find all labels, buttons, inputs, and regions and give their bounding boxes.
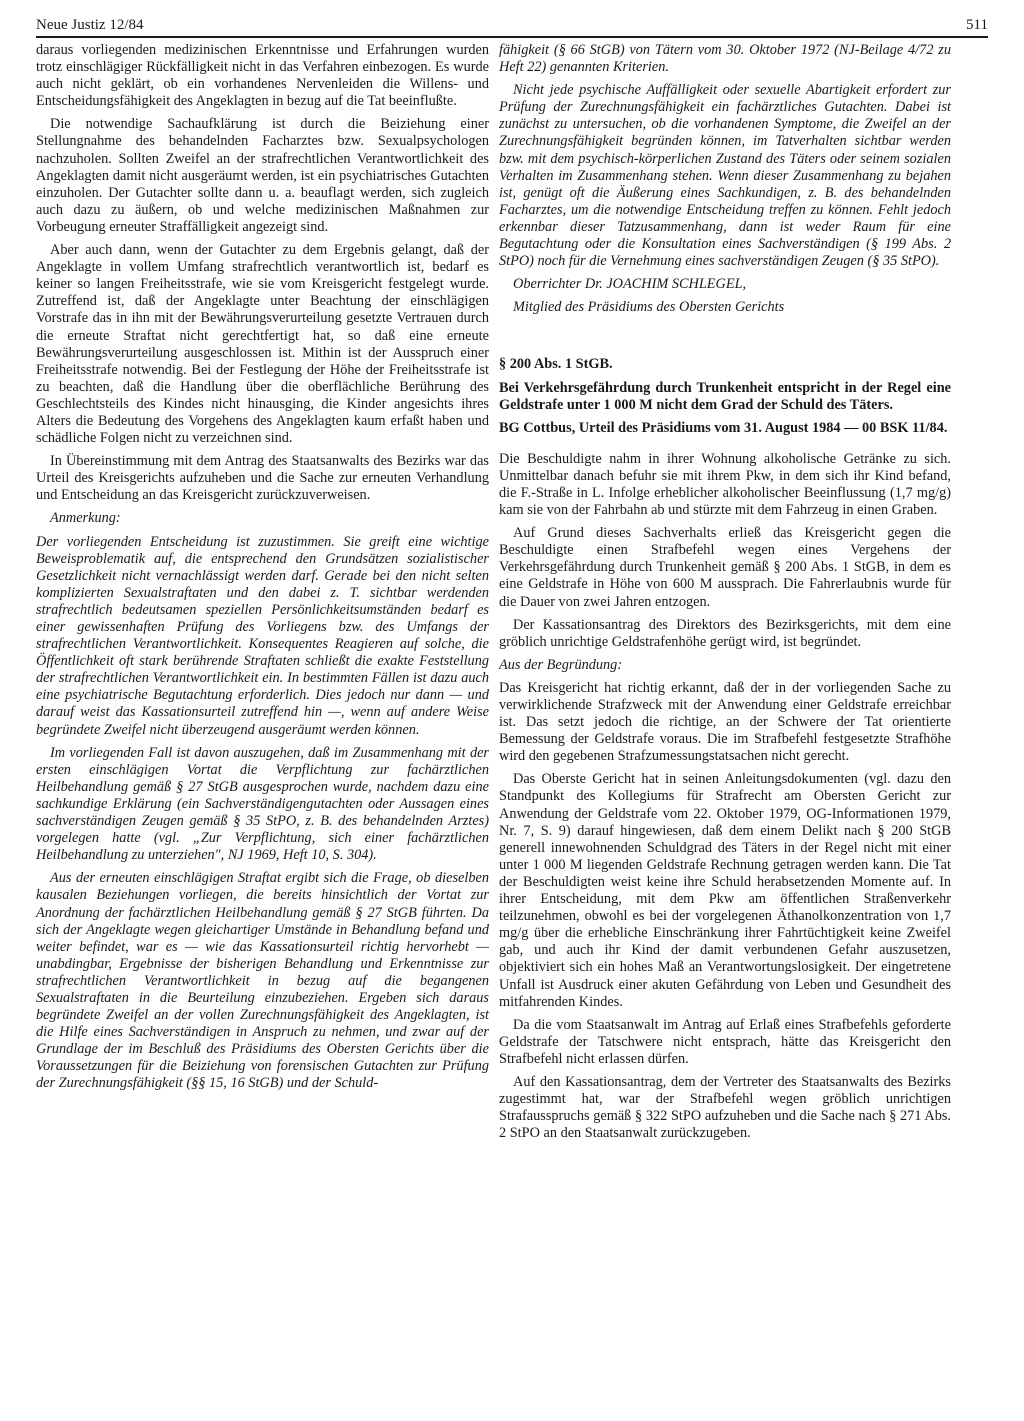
left-column [36, 42, 489, 1099]
author-affiliation: Mitglied des Präsidiums des Obersten Gerichts [513, 299, 785, 316]
section-title: § 200 Abs. 1 StGB. [499, 356, 613, 373]
reasons-heading: Aus der Begründung: [499, 656, 623, 673]
body-paragraph: daraus vorliegenden medizinischen Erkenntnisse und Erfahrungen wurden trotz einschlägiger Rückfälligkeit nicht in das Verfahren einbezogen. Es wurde auch nicht geklärt, ob ein vorhandenes Nervenleiden die Willens- und Entscheidungsfähigkeit des Angeklagten in bezug auf die Tat beeinflußte. [36, 42, 489, 110]
note-paragraph: Im vorliegenden Fall ist davon auszugehen, daß im Zusammenhang mit der ersten einschlägigen Vortat die Verpflichtung zur fachärztlichen Heilbehandlung gemäß § 27 StGB ausgesprochen wurde, nachdem dazu eine sachkundige Erklärung (ein Sachverständigengutachten oder Aussagen eines sachverständigen Zeugen gemäß § 35 StPO, z. B. des behandelnden Arztes) vorgelegen hatte (vgl. „Zur Verpflichtung, sich einer fachärztlichen Heilbehandlung zu unterziehen", NJ 1969, Heft 10, S. 304). [36, 744, 489, 864]
author-name: Oberrichter Dr. JOACHIM SCHLEGEL, [513, 276, 747, 293]
note-heading: Anmerkung: [50, 510, 121, 527]
note-paragraph: Der vorliegenden Entscheidung ist zuzustimmen. Sie greift eine wichtige Beweisproblematik auf, die entsprechend den Grundsätzen sozialistischer Gesetzlichkeit nicht vernachlässigt werden darf. Gerade bei den nicht selten komplizierten Sexualstraftaten und den dabei z. T. sichtbar werdenden strafrechtlich bedeutsamen speziellen Persönlichkeitsumständen bedarf es einer gewissenhaften Prüfung des Vorliegens bzw. des Umfangs der strafrechtlichen Verantwortlichkeit. Konsequentes Reagieren auf solche, die Öffentlichkeit oft stark berührende Straftaten schließt die exakte Feststellung der strafrechtlichen Verantwortlichkeit ein. In bestimmten Fällen ist dazu auch eine psychiatrische Begutachtung erforderlich. Dies jedoch nur dann — und darauf weist das Kassationsurteil zutreffend hin —, wenn auf andere Weise begründete Zweifel nicht überzeugend ausgeräumt werden können. [36, 533, 489, 738]
note-paragraph: Aus der erneuten einschlägigen Straftat ergibt sich die Frage, ob dieselben kausalen Beziehungen vorliegen, die bereits hinsichtlich der Vortat zur Anordnung der fachärztlichen Heilbehandlung gemäß § 27 StGB führten. Da sich der Angeklagte wegen gleichartiger Umstände in Behandlung befand und weiter befindet, war es — wie das Kassationsurteil richtig hervorhebt — unabdingbar, Ergebnisse der bisherigen Behandlung und Erkenntnisse zur strafrechtlichen Verantwortlichkeit in bezug auf die begangenen Sexualstraftaten in die Beurteilung einzubeziehen. Ergeben sich daraus begründete Zweifel an der vollen Zurechnungsfähigkeit des Angeklagten, ist die Hilfe eines Sachverständigen in Anspruch zu nehmen, und zwar auf der Grundlage der im Beschluß des Präsidiums des Obersten Gerichts über die Voraussetzungen für die Beiziehung von forensischen Gutachten zur Prüfung der Zurechnungsfähigkeit (§§ 15, 16 StGB) und der Schuld- [36, 870, 489, 1092]
note-paragraph: fähigkeit (§ 66 StGB) von Tätern vom 30. Oktober 1972 (NJ-Beilage 4/72 zu Heft 22) genannten Kriterien. [499, 42, 951, 76]
body-paragraph: Die notwendige Sachaufklärung ist durch die Beiziehung einer Stellungnahme des behandelnden Facharztes bzw. Sexualpsychologen nachzuholen. Sollten Zweifel an der strafrechtlichen Verantwortlichkeit des Angeklagten damit nicht ausgeräumt werden, ist ein psychiatrisches Gutachten einzuholen. Der Gutachter sollte dann u. a. beauflagt werden, sich zugleich auch dazu zu äußern, ob und welche medizinischen Maßnahmen zur Vorbeugung erneuter Straffälligkeit angezeigt sind. [36, 116, 489, 235]
body-paragraph: In Übereinstimmung mit dem Antrag des Staatsanwalts des Bezirks war das Urteil des Kreisgerichts aufzuheben und die Sache zur erneuten Verhandlung und Entscheidung an das Kreisgericht zurückzuverweisen. [36, 453, 489, 504]
note-paragraph: Nicht jede psychische Auffälligkeit oder sexuelle Abartigkeit erfordert zur Prüfung der Zurechnungsfähigkeit ein fachärztliches Gutachten. Dabei ist zunächst zu untersuchen, ob die vorhandenen Symptome, die Zweifel an der Zurechnungsfähigkeit begründen können, im Tatverhalten sichtbar werden bzw. mit dem psychisch-körperlichen Zustand des Täters oder seinem sozialen Verhalten im Zusammenhang stehen. Wenn dieser Zusammenhang zu bejahen ist, genügt oft die Äußerung eines Sachkundigen, z. B. des behandelnden Facharztes, um die notwendige Entscheidung treffen zu können. Fehlt jedoch erkennbar dieser Tatzusammenhang, dann ist weder Raum für eine Begutachtung oder die Konsultation eines Sachverständigen (§ 199 Abs. 2 StPO) noch für die Vernehmung eines sachverständigen Zeugen (§ 35 StPO). [499, 82, 951, 270]
section-court-reference: BG Cottbus, Urteil des Präsidiums vom 31. August 1984 — 00 BSK 11/84. [499, 419, 948, 436]
right-column [499, 42, 951, 1148]
body-paragraph: Das Kreisgericht hat richtig erkannt, daß der in der vorliegenden Sache zu verwirklichende Strafzweck mit der Anwendung einer Geldstrafe erreichbar ist. Das setzt jedoch die richtige, an der Schwere der Tat orientierte Bemessung der Geldstrafe voraus. Die im Strafbefehl festgesetzte Strafhöhe wird den gegebenen Strafzumessungstatsachen nicht gerecht. [499, 679, 951, 765]
body-paragraph: Auf Grund dieses Sachverhalts erließ das Kreisgericht gegen die Beschuldigte einen Strafbefehl wegen eines Vergehens der Verkehrsgefährdung durch Trunkenheit gemäß § 200 Abs. 1 StGB, in dem es eine Geldstrafe in Höhe von 600 M aussprach. Die Fahrerlaubnis wurde für die Dauer von zwei Jahren entzogen. [499, 525, 951, 610]
body-paragraph: Da die vom Staatsanwalt im Antrag auf Erlaß eines Strafbefehls geforderte Geldstrafe der Tatschwere nicht entsprach, hätte das Kreisgericht den Strafbefehl nicht erlassen dürfen. [499, 1016, 951, 1067]
body-paragraph: Die Beschuldigte nahm in ihrer Wohnung alkoholische Getränke zu sich. Unmittelbar danach befuhr sie mit ihrem Pkw, in dem sich ihr Kind befand, die F.-Straße in L. Infolge erheblicher alkoholischer Beeinflussung (1,7 mg/g) kam sie von der Fahrbahn ab und stürzte mit dem Fahrzeug in einen Graben. [499, 450, 951, 519]
body-paragraph: Aber auch dann, wenn der Gutachter zu dem Ergebnis gelangt, daß der Angeklagte in vollem Umfang strafrechtlich verantwortlich ist, bedarf es keiner so langen Freiheitsstrafe, wie sie vom Kreisgericht festgelegt wurde. Zutreffend ist, daß der Angeklagte unter Beachtung der einschlägigen Vorstrafe das in ihn mit der Bewährungsverurteilung gesetzte Vertrauen durch die erneute Straftat nicht gerechtfertigt hat, so daß eine erneute Bewährungsverurteilung ausgeschlossen ist. Mithin ist der Ausspruch einer Freiheitsstrafe notwendig. Bei der Festlegung der Höhe der Freiheitsstrafe ist zu beachten, daß die Handlung über die oberflächliche Berührung des Geschlechtsteils des Kindes nicht hinausging, die Kinder angesichts ihres Alters die Bedeutung des Vorgehens des Angeklagten kaum erfaßt haben und schädliche Folgen nicht zu verzeichnen sind. [36, 242, 489, 447]
body-paragraph: Auf den Kassationsantrag, dem der Vertreter des Staatsanwalts des Bezirks zugestimmt hat, war der Strafbefehl wegen gröblich unrichtigen Strafausspruchs gemäß § 322 StPO aufzuheben und die Sache nach § 271 Abs. 2 StPO an den Staatsanwalt zurückzugeben. [499, 1073, 951, 1142]
body-paragraph: Das Oberste Gericht hat in seinen Anleitungsdokumenten (vgl. dazu den Standpunkt des Kollegiums für Strafrecht am Obersten Gericht zur Anwendung der Geldstrafe vom 22. Oktober 1979, OG-Informationen 1979, Nr. 7, S. 9) darauf hingewiesen, daß dem einem Delikt nach § 200 StGB generell innewohnenden Schuldgrad des Täters in der Regel nicht mit einer unter 1 000 M liegenden Geldstrafe Rechnung getragen werden kann. Die Tat der Beschuldigten weist keine ihre Schuld herabsetzenden Momente auf. In ihrer Entscheidung, mit dem Pkw am öffentlichen Straßenverkehr teilzunehmen, obwohl es bei der vorgelegenen Äthanolkonzentration von 1,7 mg/g über die erhebliche Einschränkung ihrer Fahrtüchtigkeit keine Zweifel gab, und auch ihr Kind der damit verbundenen Gefahr auszusetzen, objektiviert sich ein hohes Maß an Verantwortungslosigkeit. Der eingetretene Unfall ist Ausdruck einer akuten Gefährdung von Leben und Gesundheit des mitfahrenden Kindes. [499, 771, 951, 1010]
journal-title: Neue Justiz 12/84 [36, 17, 144, 33]
section-headnote: Bei Verkehrsgefährdung durch Trunkenheit entspricht in der Regel eine Geldstrafe unter 1 000 M nicht dem Grad der Schuld des Täters. [499, 379, 951, 413]
page-number: 511 [966, 17, 988, 33]
body-paragraph: Der Kassationsantrag des Direktors des Bezirksgerichts, mit dem eine gröblich unrichtige Geldstrafenhöhe gerügt wird, ist begründet. [499, 616, 951, 650]
decision-section [499, 356, 951, 1142]
page-header [36, 8, 988, 38]
